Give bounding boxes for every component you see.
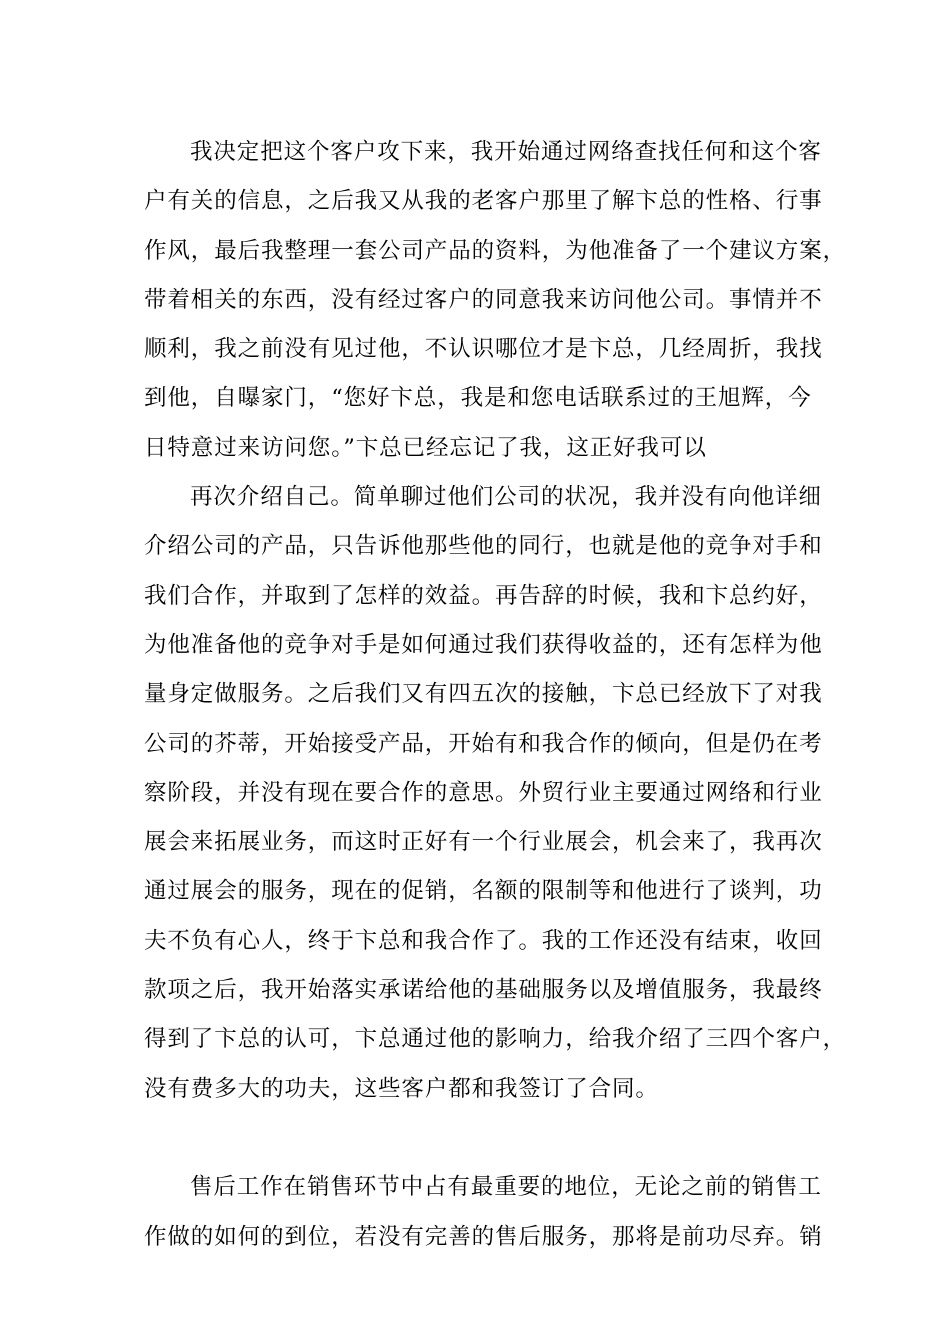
paragraph-line: 顺利，我之前没有见过他，不认识哪位才是卞总，几经周折，我找: [144, 336, 823, 363]
paragraph-line: 我决定把这个客户攻下来，我开始通过网络查找任何和这个客: [190, 139, 822, 165]
paragraph-line: 展会来拓展业务，而这时正好有一个行业展会，机会来了，我再次: [144, 829, 823, 856]
paragraph-line: 作风，最后我整理一套公司产品的资料，为他准备了一个建议方案，: [144, 237, 847, 264]
paragraph-line: 公司的芥蒂，开始接受产品，开始有和我合作的倾向，但是仍在考: [144, 730, 823, 757]
paragraph-line: 售后工作在销售环节中占有最重要的地位，无论之前的销售工: [190, 1174, 822, 1201]
paragraph: [144, 473, 847, 1163]
paragraph-line: 得到了卞总的认可，卞总通过他的影响力，给我介绍了三四个客户，: [144, 1026, 847, 1053]
paragraph: [144, 1163, 834, 1262]
paragraph-line: 没有费多大的功夫，这些客户都和我签订了合同。: [144, 1075, 659, 1102]
paragraph-line: 夫不负有心人，终于卞总和我合作了。我的工作还没有结束，收回: [144, 927, 823, 954]
paragraph-line: 通过展会的服务，现在的促销，名额的限制等和他进行了谈判，功: [144, 878, 823, 905]
paragraph-line: 再次介绍自己。简单聊过他们公司的状况，我并没有向他详细: [190, 484, 822, 511]
paragraph-line: 到他，自曝家门，“您好卞总，我是和您电话联系过的王旭辉，今: [144, 385, 812, 412]
paragraph-line: 为他准备他的竞争对手是如何通过我们获得收益的，还有怎样为他: [144, 631, 823, 658]
paragraph-line: 作做的如何的到位，若没有完善的售后服务，那将是前功尽弃。销: [144, 1223, 823, 1250]
paragraph-line: [144, 1114, 834, 1163]
paragraph-line: 户有关的信息，之后我又从我的老客户那里了解卞总的性格、行事: [144, 188, 823, 215]
paragraph-line: 款项之后，我开始落实承诺给他的基础服务以及增值服务，我最终: [144, 977, 823, 1004]
paragraph: [144, 128, 847, 473]
paragraph-line: 察阶段，并没有现在要合作的意思。外贸行业主要通过网络和行业: [144, 779, 823, 806]
paragraph-line: 介绍公司的产品，只告诉他那些他的同行，也就是他的竞争对手和: [144, 533, 823, 560]
paragraph-line: 量身定做服务。之后我们又有四五次的接触，卞总已经放下了对我: [144, 681, 823, 708]
document-body: [144, 128, 847, 1262]
paragraph-line: 日特意过来访问您。”卞总已经忘记了我，这正好我可以: [144, 434, 707, 461]
paragraph-line: 我们合作，并取到了怎样的效益。再告辞的时候，我和卞总约好，: [144, 582, 823, 609]
paragraph-line: 带着相关的东西，没有经过客户的同意我来访问他公司。事情并不: [144, 286, 823, 313]
